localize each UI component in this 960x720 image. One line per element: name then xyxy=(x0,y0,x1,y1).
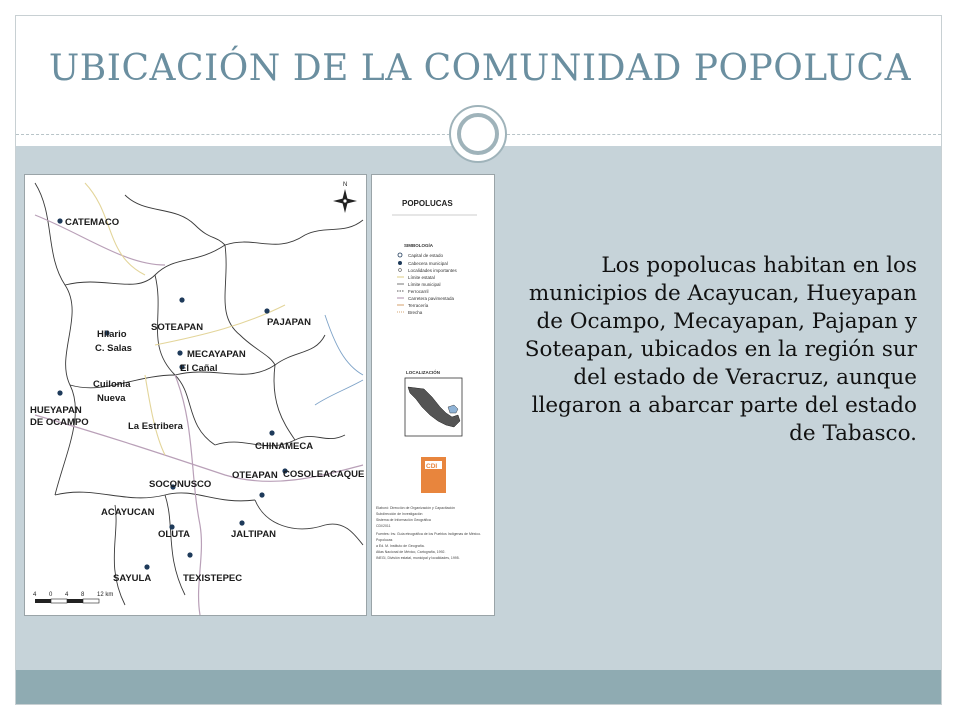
source-line: Popolucas xyxy=(376,538,393,542)
place-label: CATEMACO xyxy=(65,217,120,228)
place-label: SOTEAPAN xyxy=(151,322,204,333)
svg-text:N: N xyxy=(343,182,348,188)
place-label: Nueva xyxy=(97,393,126,404)
place-label: TEXISTEPEC xyxy=(183,573,243,584)
map-svg xyxy=(25,175,366,615)
scale-label: 4 xyxy=(65,592,69,598)
legend-source xyxy=(376,506,481,560)
legend-symbols xyxy=(397,253,404,312)
decorative-ring-icon xyxy=(449,105,507,163)
compass-rose-icon xyxy=(333,182,357,213)
place-label: ACAYUCAN xyxy=(101,507,155,518)
scale-label: 8 xyxy=(81,592,85,598)
source-line: Elaboró: Dirección de Organización y Capacitación xyxy=(376,506,455,510)
source-line: INEGI, División estatal, municipal y localidades, 1995. xyxy=(376,556,460,560)
place-label: CHINAMECA xyxy=(255,441,314,452)
rivers xyxy=(315,315,363,405)
place-label: MECAYAPAN xyxy=(187,349,246,360)
place-labels xyxy=(30,217,364,584)
cdi-logo xyxy=(421,457,446,493)
cdi-logo-text: CDI xyxy=(426,463,438,470)
legend-item: Localidades importantes xyxy=(408,268,457,273)
legend-item: Carretera pavimentada xyxy=(408,296,455,301)
legend-item: Brecha xyxy=(408,310,423,315)
body-text: Los popolucas habitan en los municipios de Acayucan, Hueyapan de Ocampo, Mecayapan, Pajapan y Soteapan, ubicados en la región sur del estado de Veracruz, aunque llegaron a abarcar parte del estado de Tabasco. xyxy=(524,253,917,446)
legend-item: Límite estatal xyxy=(408,275,435,280)
scale-label: 0 xyxy=(49,592,53,598)
source-line: Fuentes: Inv. Guía etnográfica de los Pueblos Indígenas de México. xyxy=(376,532,481,536)
place-label: COSOLEACAQUE xyxy=(283,469,365,480)
legend-localizacion: LOCALIZACIÓN xyxy=(406,370,440,375)
town-markers xyxy=(57,218,287,569)
source-line: Atlas Nacional de México, Cartografía, 1992. xyxy=(376,550,446,554)
place-label: Cuilonia xyxy=(93,379,131,390)
map-image xyxy=(24,174,367,616)
place-label: Hilario xyxy=(97,329,127,340)
source-line: Subdirección de Investigación xyxy=(376,512,423,516)
legend-item: Terracería xyxy=(408,303,429,308)
place-label: DE OCAMPO xyxy=(30,417,89,428)
legend-simbologia: SIMBOLOGÍA xyxy=(404,243,433,248)
place-label: HUEYAPAN xyxy=(30,405,82,416)
decorative-ring-inner xyxy=(457,113,499,155)
legend-item: Capital de estado xyxy=(408,253,444,258)
place-label: PAJAPAN xyxy=(267,317,311,328)
place-label: El Cañal xyxy=(180,363,218,374)
municipal-boundaries xyxy=(35,183,363,605)
source-line: Sistema de Información Geográfica xyxy=(376,518,431,522)
scale-label: 12 km xyxy=(97,592,114,598)
mexico-locator-map xyxy=(405,378,462,436)
scale-label: 4 xyxy=(33,592,37,598)
place-label: OTEAPAN xyxy=(232,470,278,481)
slide-title: UBICACIÓN DE LA COMUNIDAD POPOLUCA xyxy=(48,48,912,89)
place-label: OLUTA xyxy=(158,529,191,540)
roads xyxy=(35,215,363,615)
legend-title: POPOLUCAS xyxy=(402,199,453,208)
source-line: CDI/2011 xyxy=(376,524,391,528)
place-label: C. Salas xyxy=(95,343,132,354)
place-label: SAYULA xyxy=(113,573,152,584)
legend-item: Ferrocarril xyxy=(408,289,429,294)
legend-item: Límite municipal xyxy=(408,282,441,287)
scale-bar xyxy=(33,592,113,603)
footer-band xyxy=(16,670,941,704)
legend-svg xyxy=(372,175,494,615)
source-line: a Ed. M. Instituto de Geografía. xyxy=(376,544,425,548)
place-label: JALTIPAN xyxy=(231,529,277,540)
map-legend xyxy=(371,174,495,616)
legend-item: Cabecera municipal xyxy=(408,261,448,266)
place-label: SOCONUSCO xyxy=(149,479,212,490)
place-label: La Estribera xyxy=(128,421,183,432)
